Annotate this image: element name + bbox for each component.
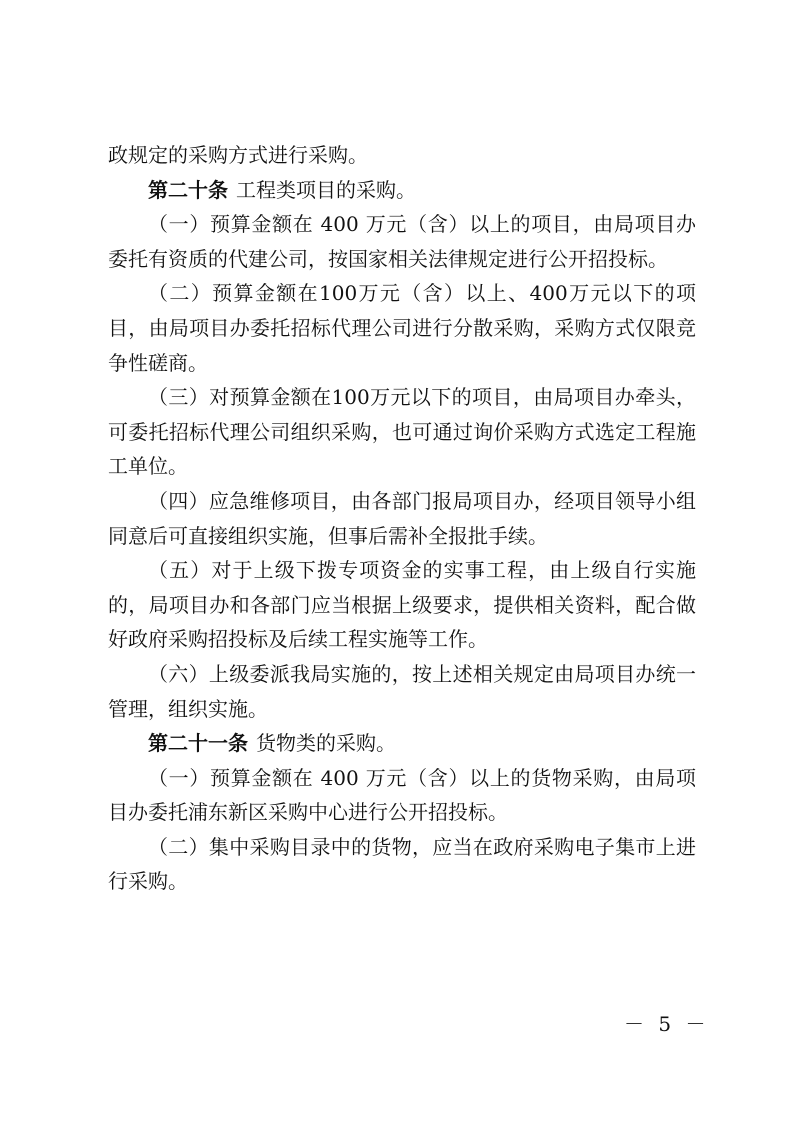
paragraph-text: （二）集中采购目录中的货物，应当在政府采购电子集市上进行采购。 xyxy=(108,834,696,894)
paragraph-item-2 xyxy=(108,276,696,380)
paragraph-text: （六）上级委派我局实施的，按上述相关规定由局项目办统一管理，组织实施。 xyxy=(108,661,696,721)
article-title: 工程类项目的采购。 xyxy=(236,177,416,202)
paragraph-item-5 xyxy=(108,553,696,657)
paragraph-item-6 xyxy=(108,657,696,726)
paragraph-text: （一）预算金额在 400 万元（含）以上的项目，由局项目办委托有资质的代建公司，按国家相关法律规定进行公开招投标。 xyxy=(108,212,696,271)
paragraph-text: 政规定的采购方式进行采购。 xyxy=(108,143,368,167)
document-body xyxy=(108,138,696,899)
article-20-heading xyxy=(108,173,696,208)
page-number: － 5 － xyxy=(624,1012,710,1036)
paragraph-continuation xyxy=(108,138,696,173)
paragraph-text: （二）预算金额在100万元（含）以上、400万元以下的项目，由局项目办委托招标代理公司进行分散采购，采购方式仅限竞争性磋商。 xyxy=(108,281,696,375)
paragraph-item-1 xyxy=(108,761,696,830)
article-21-heading xyxy=(108,726,696,761)
article-title: 货物类的采购。 xyxy=(256,731,396,756)
paragraph-item-1 xyxy=(108,207,696,276)
paragraph-text: （五）对于上级下拨专项资金的实事工程，由上级自行实施的，局项目办和各部门应当根据上级要求，提供相关资料，配合做好政府采购招投标及后续工程实施等工作。 xyxy=(108,558,696,652)
paragraph-text: （四）应急维修项目，由各部门报局项目办，经项目领导小组同意后可直接组织实施，但事后需补全报批手续。 xyxy=(108,488,696,548)
paragraph-text: （一）预算金额在 400 万元（含）以上的货物采购，由局项目办委托浦东新区采购中心进行公开招投标。 xyxy=(108,765,696,825)
paragraph-item-2 xyxy=(108,830,696,899)
article-number: 第二十条 xyxy=(148,177,228,202)
paragraph-text: （三）对预算金额在100万元以下的项目，由局项目办牵头，可委托招标代理公司组织采购，也可通过询价采购方式选定工程施工单位。 xyxy=(108,385,696,479)
paragraph-item-3 xyxy=(108,380,696,484)
article-number: 第二十一条 xyxy=(148,731,248,756)
paragraph-item-4 xyxy=(108,484,696,553)
